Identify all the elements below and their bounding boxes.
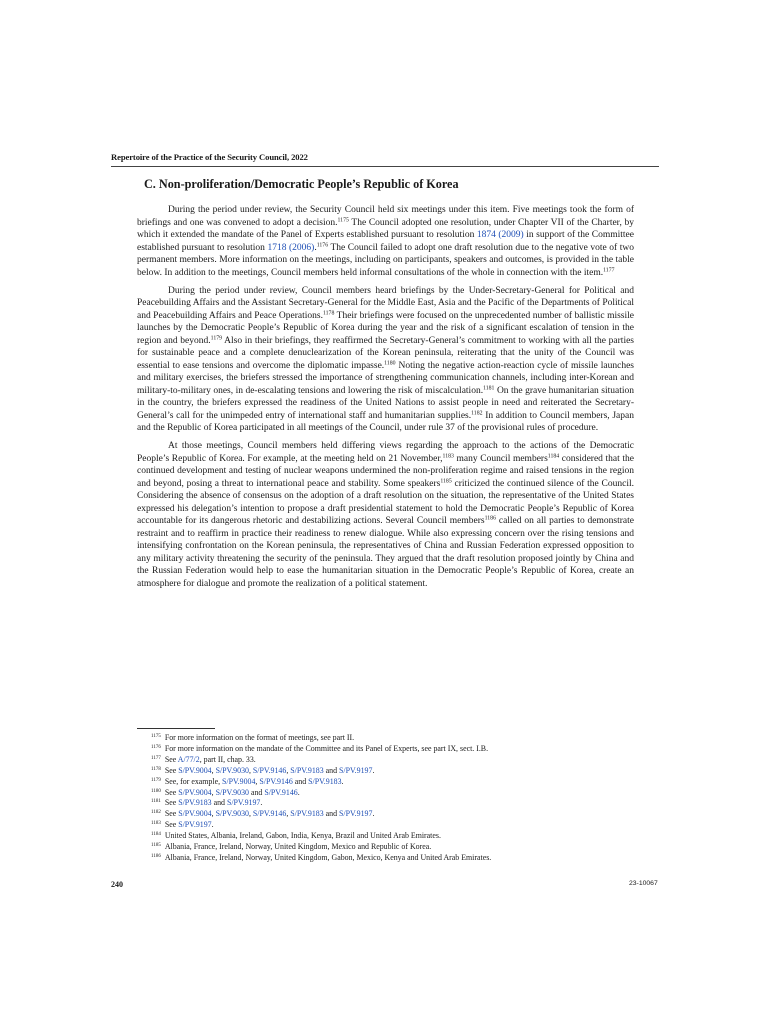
footnote-number: 1175 xyxy=(151,734,161,739)
footnote-number: 1186 xyxy=(151,853,161,859)
footnote-number: 1181 xyxy=(151,799,161,805)
footnote xyxy=(151,831,651,842)
paragraph xyxy=(137,285,634,435)
paragraph xyxy=(137,204,634,279)
section-title: C. Non-proliferation/Democratic People’s Republic of Korea xyxy=(144,177,459,191)
document-link[interactable]: S/PV.9030 xyxy=(215,765,249,775)
text-run: , xyxy=(286,809,291,819)
footnote xyxy=(151,766,651,777)
footnote-ref: 1175 xyxy=(337,217,349,223)
text-run: in support of the Committee established pursuant to resolution xyxy=(137,230,634,253)
text-run: Their briefings were focused on the unprecedented number of ballistic missile launches by the Democratic People’s Republic of Korea during the year and the risk of a significant escalation of tension in the region and beyond. xyxy=(137,310,634,346)
footnote-number: 1182 xyxy=(151,810,161,816)
text-run: . xyxy=(260,798,263,808)
document-link[interactable]: S/PV.9183 xyxy=(308,776,342,786)
document-link[interactable]: S/PV.9197 xyxy=(226,798,261,808)
document-link[interactable]: 1874 (2009) xyxy=(476,230,524,240)
document-link[interactable]: S/PV.9146 xyxy=(264,787,298,797)
text-run: . xyxy=(372,809,375,819)
text-run: During the period under review, the Security Council held six meetings under this item. Five meetings took the form of briefings and one was convened to adopt a decision. xyxy=(137,205,634,228)
text-run: Albania, France, Ireland, Norway, United Kingdom, Gabon, Mexico, Kenya and United Arab Emirates. xyxy=(164,852,492,862)
footnote xyxy=(151,744,651,755)
document-link[interactable]: S/PV.9004 xyxy=(178,787,212,797)
footnote-ref: 1177 xyxy=(603,267,615,273)
footnote-ref: 1178 xyxy=(322,310,335,316)
page-number: 240 xyxy=(111,880,123,889)
footnote-number: 1176 xyxy=(151,744,161,750)
document-link[interactable]: S/PV.9197 xyxy=(178,820,212,830)
text-run: , part II, chap. 33. xyxy=(199,754,256,764)
text-run: At those meetings, Council members held differing views regarding the approach to the actions of the Democratic People’s Republic of Korea. For example, at the meeting held on 21 November, xyxy=(137,441,634,464)
text-run: See, for example, xyxy=(164,776,223,786)
text-run: and xyxy=(323,765,340,775)
text-run: In addition to Council members, Japan and the Republic of Korea participated in all meetings of the Council, under rule 37 of the provisional rules of procedure. xyxy=(137,410,634,433)
text-run: The Council adopted one resolution, under Chapter VII of the Charter, by which it extended the mandate of the Panel of Experts established pursuant to resolution xyxy=(137,217,635,240)
text-run: Noting the negative action-reaction cycle of missile launches and military exercises, the briefers stressed the importance of strengthening communication channels, including inter-Korean and military-to-military ones, in de-escalating tensions and lowering the risk of miscalculation. xyxy=(137,360,634,396)
footnote xyxy=(151,820,651,831)
text-run: See xyxy=(164,787,179,797)
footnote xyxy=(151,853,651,864)
text-run: and xyxy=(323,809,340,819)
footnote-number: 1184 xyxy=(151,832,161,838)
document-link[interactable]: A/77/2 xyxy=(177,754,200,764)
text-run: considered that the continued development and testing of nuclear weapons undermined the non-proliferation regime and raised tensions in the region and beyond, posing a threat to international peace and stability. Some speakers xyxy=(137,453,634,489)
footnote-ref: 1183 xyxy=(442,453,454,459)
footnote-ref: 1180 xyxy=(384,360,396,366)
document-link[interactable]: S/PV.9030 xyxy=(215,787,249,797)
document-link[interactable]: S/PV.9183 xyxy=(290,765,324,775)
footnote xyxy=(151,733,651,744)
document-link[interactable]: S/PV.9183 xyxy=(178,798,212,808)
document-link[interactable]: S/PV.9004 xyxy=(178,765,212,775)
text-run: and xyxy=(211,798,227,808)
footnote xyxy=(151,809,651,820)
text-run: On the grave humanitarian situation in the country, the briefers expressed the readiness of the United Nations to assist people in need and reiterated the Secretary-General’s call for the unimpeded entry of international staff and humanitarian supplies. xyxy=(137,385,634,421)
text-run: Albania, France, Ireland, Norway, United Kingdom, Mexico and Republic of Korea. xyxy=(164,842,432,852)
footnote-ref: 1185 xyxy=(440,478,452,484)
text-run: See xyxy=(164,809,179,819)
footnote-ref: 1179 xyxy=(210,335,223,341)
text-run: and xyxy=(292,776,309,786)
footnote-number: 1178 xyxy=(151,766,161,772)
text-run: For more information on the mandate of the Committee and its Panel of Experts, see part IX, sect. I.B. xyxy=(164,743,489,753)
header-divider xyxy=(111,166,659,167)
text-run: , xyxy=(248,765,253,775)
footnote-ref: 1186 xyxy=(484,515,496,522)
footnote xyxy=(151,777,651,788)
text-run: During the period under review, Council members heard briefings by the Under-Secretary-General for Political and Peacebuilding Affairs and the Assistant Secretary-General for the Middle East, Asia and the Pacific of the Departments of Political and Peacebuilding Affairs and Peace Operations. xyxy=(137,285,634,321)
text-run: United States, Albania, Ireland, Gabon, India, Kenya, Brazil and United Arab Emirates. xyxy=(164,831,441,841)
footnote-number: 1180 xyxy=(151,788,161,794)
text-run: many Council members xyxy=(453,453,548,464)
footnote-number: 1179 xyxy=(151,777,161,783)
text-run: , xyxy=(211,787,216,797)
text-run: See xyxy=(164,820,179,830)
footnote-number: 1183 xyxy=(151,821,161,827)
footnotes xyxy=(151,733,651,864)
text-run: See xyxy=(164,765,179,775)
footnote-number: 1185 xyxy=(151,843,161,849)
text-run: , xyxy=(255,776,260,786)
footnote-ref: 1182 xyxy=(471,410,483,416)
text-run: , xyxy=(248,809,253,819)
paragraph xyxy=(137,440,634,590)
text-run: Also in their briefings, they reaffirmed the Secretary-General’s commitment to working with all the parties for sustainable peace and a complete denuclearization of the Korean peninsula, reiterating that the unity of the Council was essential to ease tensions and overcome the diplomatic impasse. xyxy=(137,335,634,371)
text-run: For more information on the format of meetings, see part II. xyxy=(164,733,355,742)
document-link[interactable]: 1718 (2006) xyxy=(267,242,315,253)
footnote xyxy=(151,788,651,799)
text-run: , xyxy=(286,765,291,775)
text-run: See xyxy=(164,754,178,764)
text-run: criticized the continued silence of the Council. Considering the absence of consensus on the adoption of a draft resolution on the situation, the representative of the United States expressed his delegation’s intention to propose a draft presidential statement to hold the Democratic People’s Republic of Korea accountable for its dangerous rhetoric and destabilizing actions. Several Council members xyxy=(137,478,634,526)
text-run: called on all parties to demonstrate restraint and to reaffirm in practice their readiness to renew dialogue. While also expressing concern over the rising tensions and intensifying confrontation on the Korean peninsula, the representatives of China and Russian Federation expressed opposition to any military activity threatening the security of the peninsula. They argued that the draft resolution proposed jointly by China and the Russian Federation would help to ease the humanitarian situation in the Democratic People’s Republic of Korea, create an atmosphere for dialogue and promote the realization of a political statement. xyxy=(137,516,634,589)
footnote-ref: 1176 xyxy=(316,242,329,248)
footnote-number: 1177 xyxy=(151,755,161,761)
footnote-ref: 1181 xyxy=(483,385,495,391)
text-run: . xyxy=(314,242,317,253)
footnote xyxy=(151,798,651,809)
text-run: . xyxy=(297,787,300,797)
footnote-ref: 1184 xyxy=(547,453,560,459)
document-link[interactable]: S/PV.9004 xyxy=(178,809,212,819)
text-run: See xyxy=(164,798,179,808)
document-link[interactable]: S/PV.9146 xyxy=(252,809,287,819)
text-run: The Council failed to adopt one draft resolution due to the negative vote of two permanent members. More information on the meetings, including on participants, speakers and outcomes, is provided in the table below. In addition to the meetings, Council members held informal consultations of the whole in connection with the item. xyxy=(137,242,635,278)
text-run: and xyxy=(248,787,265,797)
running-header: Repertoire of the Practice of the Security Council, 2022 xyxy=(111,152,308,162)
text-run: . xyxy=(341,776,344,786)
document-link[interactable]: S/PV.9197 xyxy=(339,765,373,775)
document-link[interactable]: S/PV.9183 xyxy=(290,809,324,819)
document-link[interactable]: S/PV.9030 xyxy=(215,809,249,819)
document-code: 23-10067 xyxy=(629,880,658,887)
document-link[interactable]: S/PV.9197 xyxy=(339,809,373,819)
footnote xyxy=(151,842,651,853)
text-run: . xyxy=(211,820,214,830)
text-run: . xyxy=(372,765,375,775)
document-link[interactable]: S/PV.9004 xyxy=(222,776,256,786)
text-run: , xyxy=(211,809,216,819)
body-text xyxy=(137,204,634,596)
document-link[interactable]: S/PV.9146 xyxy=(252,765,287,775)
document-link[interactable]: S/PV.9146 xyxy=(259,776,293,786)
footnote-divider xyxy=(137,728,215,729)
text-run: , xyxy=(211,765,216,775)
footnote xyxy=(151,755,651,766)
